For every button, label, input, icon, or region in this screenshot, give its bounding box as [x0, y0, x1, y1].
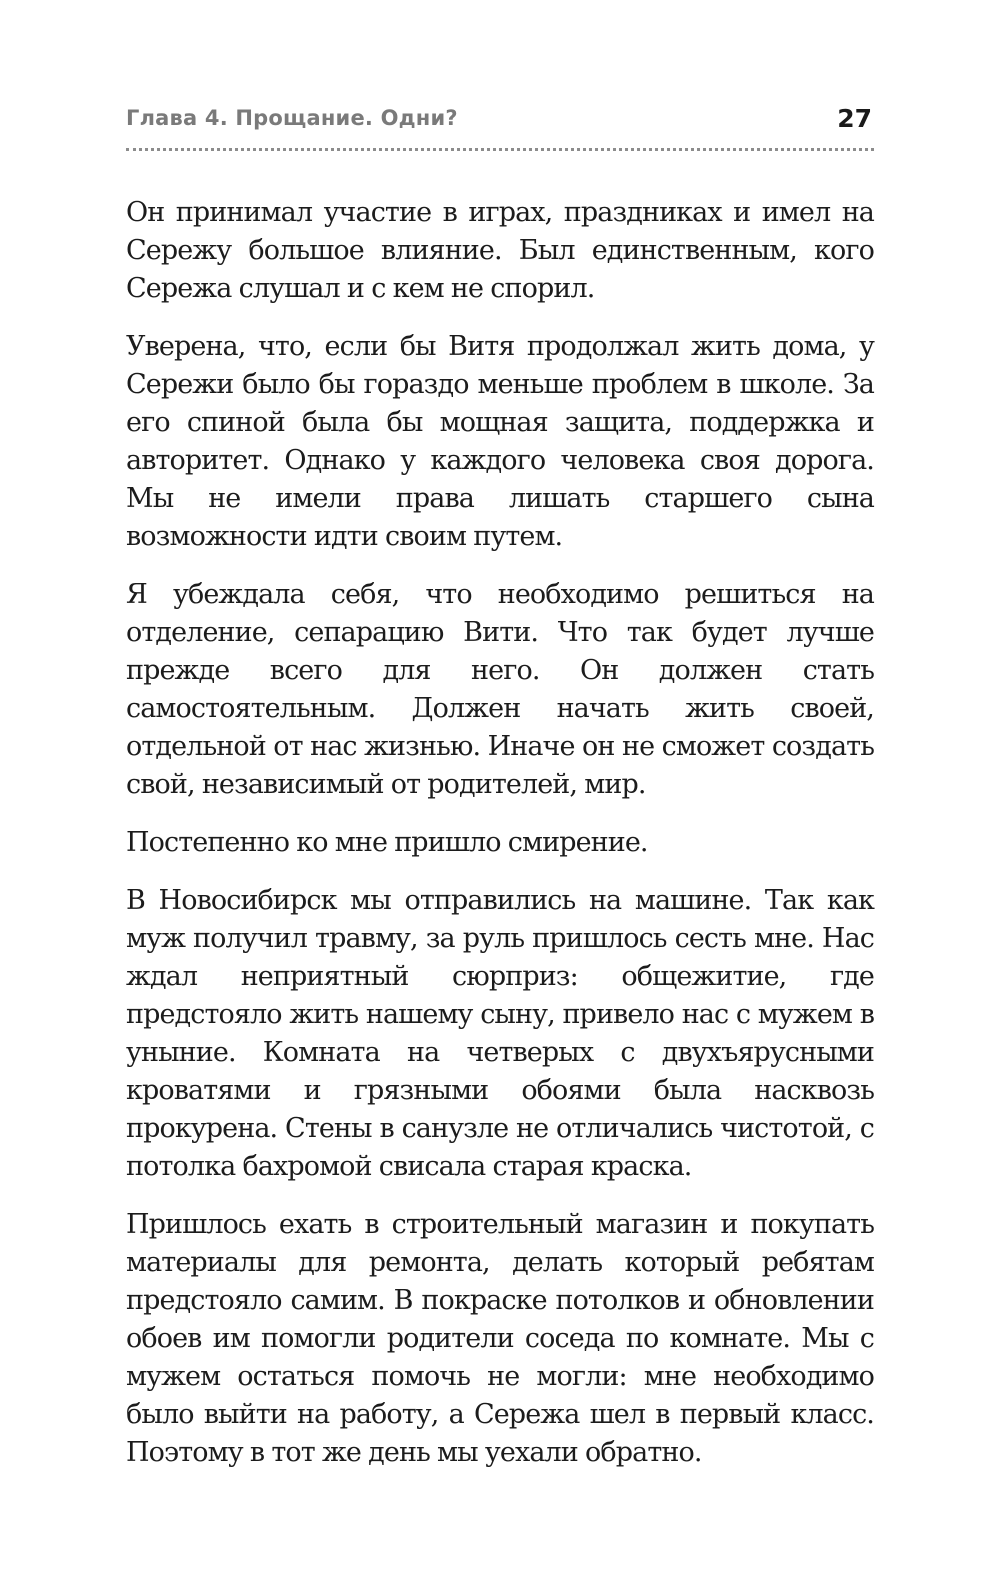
- chapter-title: Глава 4. Прощание. Одни?: [126, 106, 458, 130]
- paragraph: Уверена, что, если бы Витя продолжал жить дома, у Сережи было бы гораздо меньше проблем в школе. За его спиной была бы мощная защита, поддержка и авторитет. Однако у каждого человека своя дорога. Мы не имели права лишать старшего сына возможности идти своим путем.: [126, 331, 874, 552]
- paragraph: Постепенно ко мне пришло смирение.: [126, 827, 648, 858]
- paragraph: Он принимал участие в играх, праздниках и имел на Сережу большое влияние. Был единственным, кого Сережа слушал и с кем не спорил.: [126, 197, 874, 304]
- paragraph: В Новосибирск мы отправились на машине. Так как муж получил травму, за руль пришлось сесть мне. Нас ждал неприятный сюрприз: общежитие, где предстояло жить нашему сыну, привело нас с мужем в уныние. Комната на четверых с двухъярусными кроватями и грязными обоями была насквозь прокурена. Стены в санузле не отличались чистотой, с потолка бахромой свисала старая краска.: [126, 885, 874, 1182]
- page-number: 27: [837, 104, 872, 133]
- running-header: [126, 104, 874, 151]
- paragraph: Я убеждала себя, что необходимо решиться на отделение, сепарацию Вити. Что так будет лучше прежде всего для него. Он должен стать самостоятельным. Должен начать жить своей, отдельной от нас жизнью. Иначе он не сможет создать свой, независимый от родителей, мир.: [126, 579, 874, 800]
- body-text: [126, 194, 874, 1472]
- paragraph: Пришлось ехать в строительный магазин и покупать материалы для ремонта, делать который ребятам предстояло самим. В покраске потолков и обновлении обоев им помогли родители соседа по комнате. Мы с мужем остаться помочь не могли: мне необходимо было выйти на работу, а Сережа шел в первый класс. Поэтому в тот же день мы уехали обратно.: [126, 1209, 874, 1468]
